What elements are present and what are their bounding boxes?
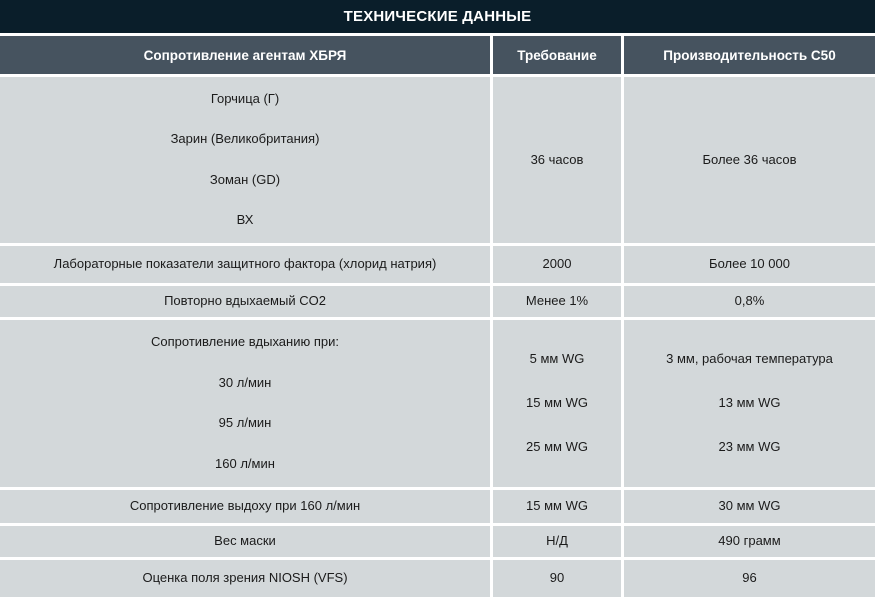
table-cell-agents-performance: Более 36 часов (624, 77, 875, 243)
table-cell-mask-weight-requirement: Н/Д (493, 526, 621, 557)
table-cell-mask-weight-label: Вес маски (0, 526, 490, 557)
column-header-requirement: Требование (493, 36, 621, 74)
column-header-performance-c50: Производительность C50 (624, 36, 875, 74)
table-cell-niosh-vfs-label: Оценка поля зрения NIOSH (VFS) (0, 560, 490, 597)
table-title: ТЕХНИЧЕСКИЕ ДАННЫЕ (343, 8, 532, 25)
table-cell-niosh-vfs-requirement: 90 (493, 560, 621, 597)
table-cell-niosh-vfs-performance: 96 (624, 560, 875, 597)
flow-30-label: 30 л/мин (218, 374, 272, 390)
table-cell-inhalation-requirement (493, 320, 621, 487)
table-title-bar (0, 0, 875, 33)
inhalation-requirement-95: 15 мм WG (526, 395, 588, 411)
table-cell-mask-weight-performance: 490 грамм (624, 526, 875, 557)
table-cell-exhalation-label: Сопротивление выдоху при 160 л/мин (0, 490, 490, 523)
table-cell-protection-factor-performance: Более 10 000 (624, 246, 875, 283)
table-cell-protection-factor-label: Лабораторные показатели защитного фактора (хлорид натрия) (0, 246, 490, 283)
table-cell-protection-factor-requirement: 2000 (493, 246, 621, 283)
agent-vx-label: ВХ (236, 212, 254, 228)
table-cell-inhalation-label (0, 320, 490, 487)
inhalation-requirement-160: 25 мм WG (526, 438, 588, 454)
table-cell-agents-label (0, 77, 490, 243)
flow-95-label: 95 л/мин (218, 415, 272, 431)
inhalation-performance-160: 23 мм WG (718, 438, 781, 454)
table-cell-exhalation-performance: 30 мм WG (624, 490, 875, 523)
table-cell-inhalation-performance (624, 320, 875, 487)
inhalation-performance-30: 3 мм, рабочая температура (666, 351, 833, 367)
table-cell-agents-requirement: 36 часов (493, 77, 621, 243)
agent-soman-label: Зоман (GD) (209, 171, 281, 187)
column-header-cbrn-agents: Сопротивление агентам ХБРЯ (0, 36, 490, 74)
agent-mustard-label: Горчица (Г) (210, 90, 280, 106)
spec-table (0, 36, 875, 597)
table-cell-exhalation-requirement: 15 мм WG (493, 490, 621, 523)
flow-160-label: 160 л/мин (215, 456, 275, 472)
table-cell-co2-label: Повторно вдыхаемый CO2 (0, 286, 490, 317)
inhalation-requirement-30: 5 мм WG (529, 351, 585, 367)
table-cell-co2-performance: 0,8% (624, 286, 875, 317)
table-cell-co2-requirement: Менее 1% (493, 286, 621, 317)
agent-sarin-label: Зарин (Великобритания) (170, 131, 320, 147)
inhalation-performance-95: 13 мм WG (718, 395, 781, 411)
inhalation-resistance-heading: Сопротивление вдыханию при: (151, 333, 339, 349)
